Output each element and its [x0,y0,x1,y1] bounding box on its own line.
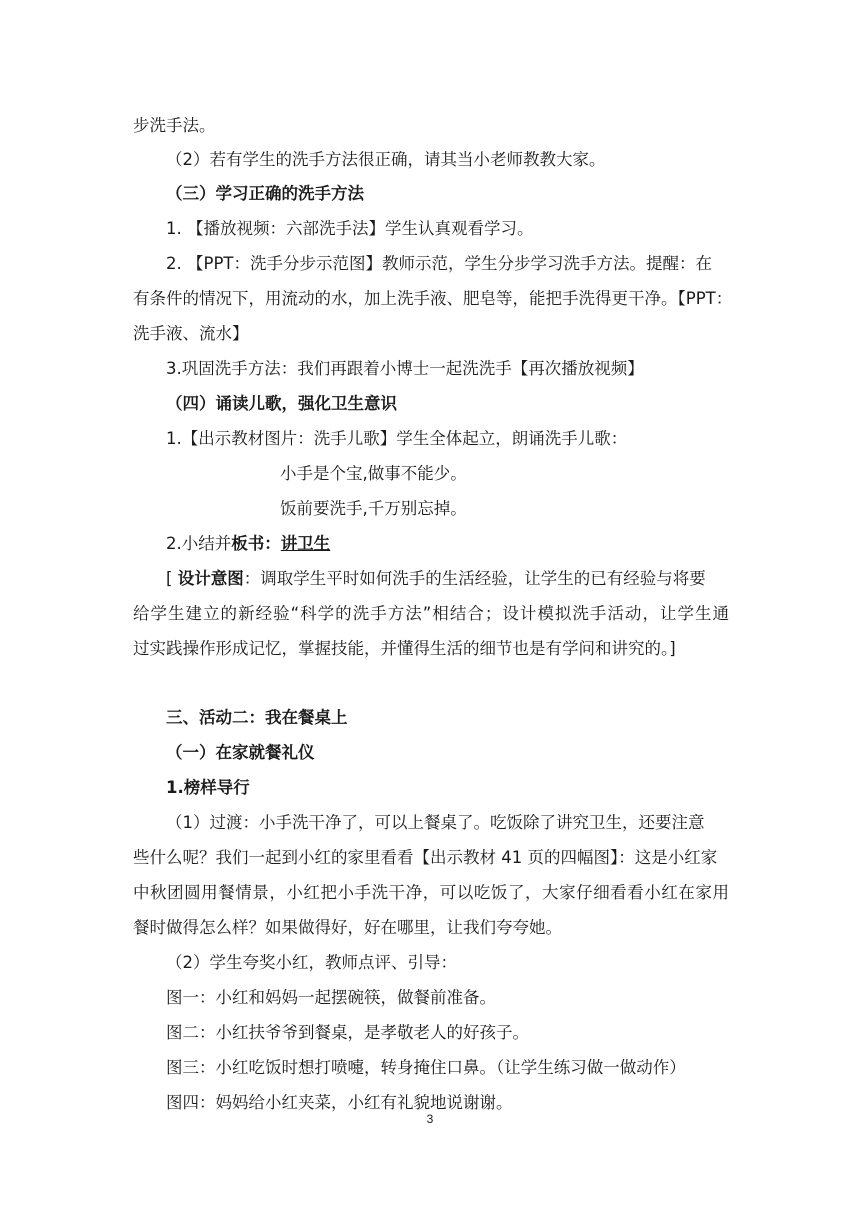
section-heading: （四）诵读儿歌，强化卫生意识 [166,394,397,413]
picture-description: 图二：小红扶爷爷到餐桌，是孝敬老人的好孩子。 [166,1023,529,1042]
summary-prefix: 2.小结并 [166,534,232,553]
paragraph-line: 洗手液、流水】 [133,324,249,343]
picture-description: 图三：小红吃饭时想打喷嚏，转身掩住口鼻。（让学生练习做一做动作） [166,1058,686,1077]
paragraph-line: （2）若有学生的洗手方法很正确，请其当小老师教教大家。 [166,150,606,169]
blackboard-title: 讲卫生 [280,534,331,553]
paragraph-line: 些什么呢？我们一起到小红的家里看看【出示教材 41 页的四幅图】：这是小红家 [133,848,718,867]
design-intent-label: 设计意图 [177,569,244,588]
paragraph-line: 有条件的情况下，用流动的水，加上洗手液、肥皂等，能把手洗得更干净。【PPT： [133,289,733,308]
design-intent-text: ：调取学生平时如何洗手的生活经验，让学生的已有经验与将要 [243,569,706,588]
paragraph-line: 3.巩固洗手方法：我们再跟着小博士一起洗洗手【再次播放视频】 [166,359,644,378]
paragraph-line: （1）过渡：小手洗干净了，可以上餐桌了。吃饭除了讲究卫生，还要注意 [166,813,705,832]
page-number: 3 [426,1112,434,1126]
paragraph-line: 2. 【PPT：洗手分步示范图】教师示范，学生分步学习洗手方法。提醒：在 [166,254,712,273]
summary-line [166,532,330,556]
paragraph-line: 1. 【播放视频：六部洗手法】学生认真观看学习。 [166,219,534,238]
poem-line: 饭前要洗手,千万别忘掉。 [280,499,467,518]
design-intent-line: 过实践操作形成记忆，掌握技能，并懂得生活的细节也是有学问和讲究的。] [133,639,676,658]
paragraph-line: 餐时做得怎么样？如果做得好，好在哪里，让我们夸夸她。 [133,918,562,937]
paragraph-line: 1.【出示教材图片：洗手儿歌】学生全体起立，朗诵洗手儿歌： [166,429,628,448]
paragraph-line: （2）学生夸奖小红，教师点评、引导： [166,953,457,972]
picture-description: 图一：小红和妈妈一起摆碗筷，做餐前准备。 [166,988,496,1007]
section-heading: 1.榜样导行 [166,778,250,797]
design-intent-line: 给学生建立的新经验“科学的洗手方法”相结合；设计模拟洗手活动，让学生通 [133,604,729,623]
section-heading: （三）学习正确的洗手方法 [166,184,364,203]
blackboard-label: 板书： [231,534,281,553]
poem-line: 小手是个宝,做事不能少。 [280,464,467,483]
section-heading: 三、活动二：我在餐桌上 [166,708,348,727]
section-heading: （一）在家就餐礼仪 [166,743,315,762]
paragraph-line: 步洗手法。 [133,116,216,135]
design-intent-line [166,567,706,591]
picture-description: 图四：妈妈给小红夹菜，小红有礼貌地说谢谢。 [166,1093,513,1112]
paragraph-line: 中秋团圆用餐情景，小红把小手洗干净，可以吃饭了，大家仔细看看小红在家用 [133,883,729,902]
bracket-open: [ [166,569,178,588]
